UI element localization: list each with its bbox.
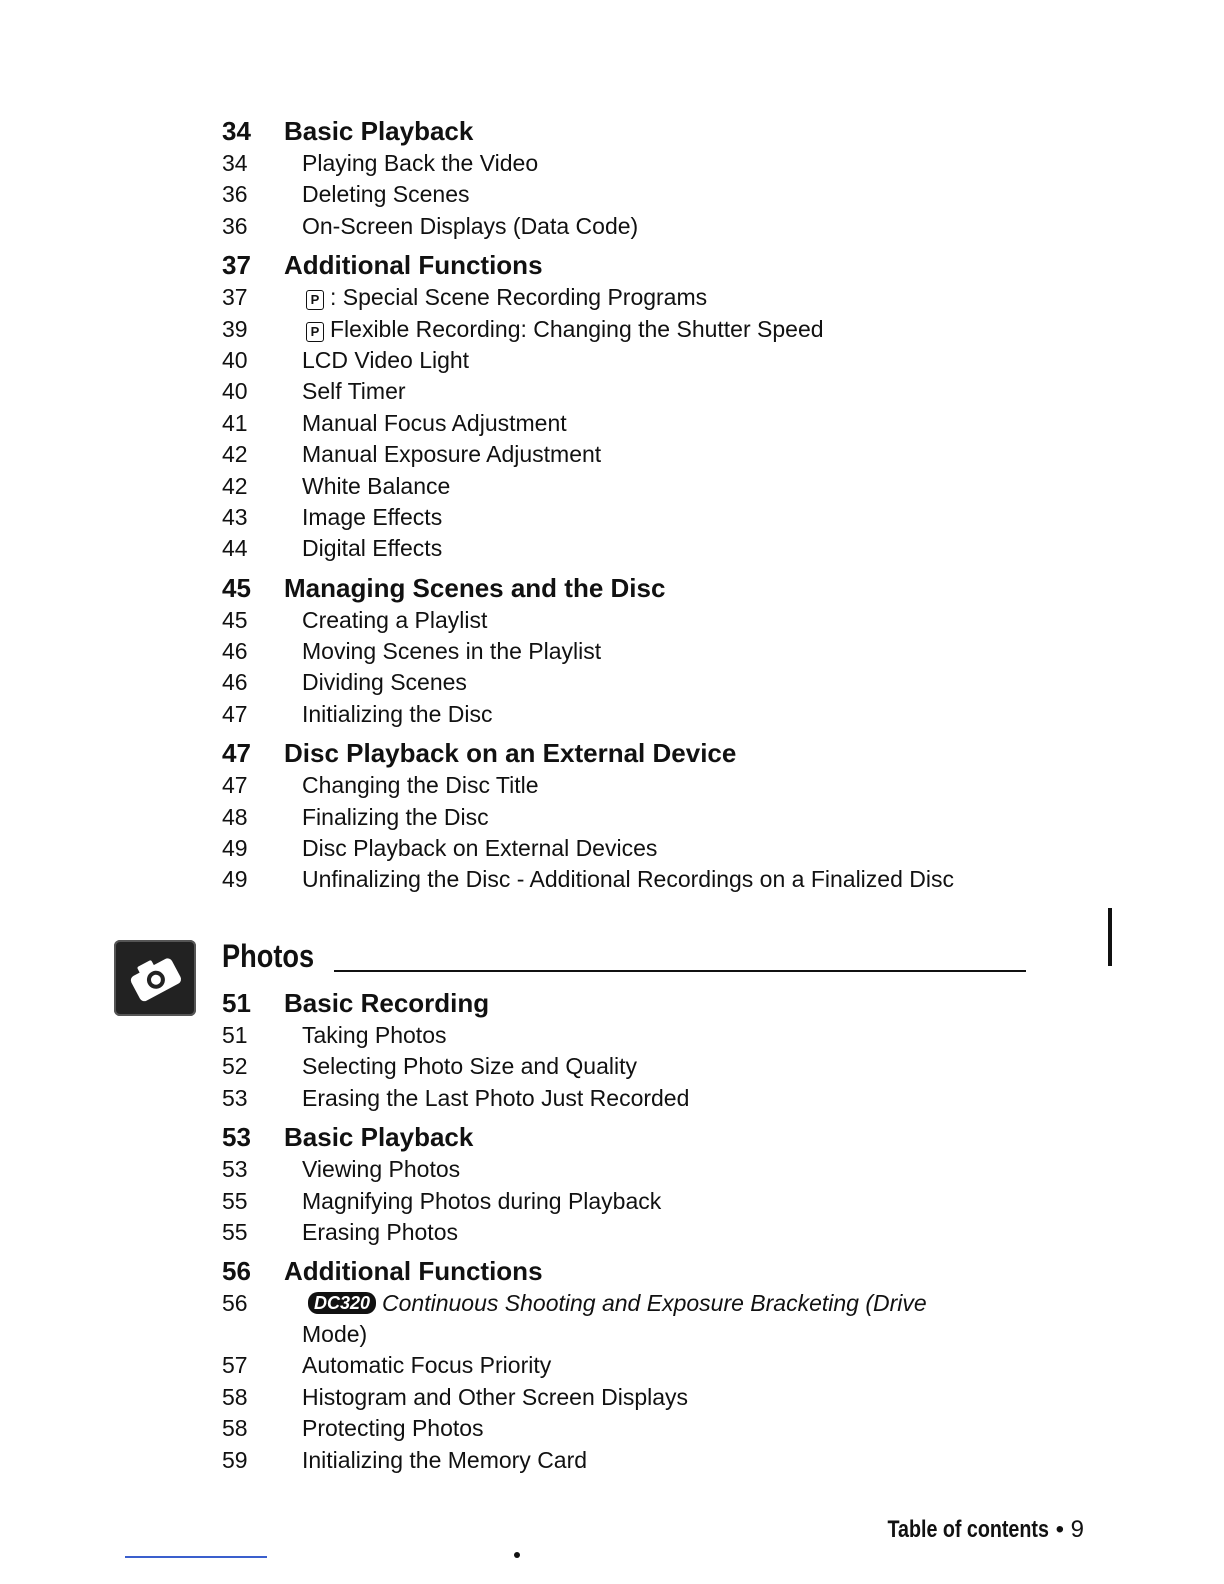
entry-page: 59: [222, 1446, 248, 1473]
entry-title: Automatic Focus Priority: [302, 1352, 552, 1379]
entry-title: Unfinalizing the Disc - Additional Recordings on a Finalized Disc: [302, 866, 954, 893]
entry-page: 44: [222, 535, 248, 562]
section-page: 53: [222, 1122, 251, 1153]
entry-title: : Special Scene Recording Programs: [330, 284, 708, 311]
entry-title-continued: Mode): [302, 1321, 368, 1348]
category-heading: [222, 936, 1026, 976]
section-page: 47: [222, 738, 251, 769]
entry-title: Erasing Photos: [302, 1218, 458, 1245]
entry-title: Histogram and Other Screen Displays: [302, 1383, 689, 1410]
entry-page: 52: [222, 1053, 248, 1080]
toc-photo-sections: [222, 980, 1042, 1476]
entry-page: 56: [222, 1290, 248, 1317]
entry-page: 53: [222, 1156, 248, 1183]
toc-entry[interactable]: [222, 282, 1042, 313]
entry-page: 53: [222, 1084, 248, 1111]
section-heading[interactable]: [222, 986, 1042, 1020]
section-heading[interactable]: [222, 114, 1042, 148]
entry-page: 40: [222, 378, 248, 405]
entry-page: 41: [222, 409, 248, 436]
section-title: Basic Recording: [284, 988, 490, 1018]
entry-page: 39: [222, 315, 248, 342]
entry-title: Dividing Scenes: [302, 669, 467, 696]
toc-entry[interactable]: [222, 471, 1042, 502]
toc-entry[interactable]: [222, 833, 1042, 864]
section-page: 34: [222, 116, 251, 146]
entry-page: 58: [222, 1415, 248, 1442]
toc-entry[interactable]: [222, 1350, 1042, 1381]
toc-entry[interactable]: [222, 605, 1042, 636]
entry-title: Creating a Playlist: [302, 606, 488, 633]
entry-page: 42: [222, 472, 248, 499]
toc-entry[interactable]: [222, 376, 1042, 407]
entry-title: Manual Exposure Adjustment: [302, 441, 602, 468]
section-heading[interactable]: [222, 736, 1042, 770]
section-title: Basic Playback: [284, 116, 474, 146]
entry-page: 45: [222, 606, 248, 633]
toc-entry[interactable]: [222, 502, 1042, 533]
entry-page: 34: [222, 150, 248, 176]
toc-entry[interactable]: [222, 1217, 1042, 1248]
entry-page: 46: [222, 669, 248, 696]
toc-entry[interactable]: [222, 533, 1042, 564]
entry-page: 55: [222, 1187, 248, 1214]
section-title: Additional Functions: [284, 1256, 543, 1287]
toc-entry[interactable]: [222, 802, 1042, 833]
toc-entry[interactable]: [222, 1020, 1042, 1051]
toc-entry[interactable]: [222, 148, 1042, 179]
section-heading[interactable]: [222, 248, 1042, 282]
entry-title: Initializing the Disc: [302, 700, 493, 727]
entry-title: Self Timer: [302, 378, 406, 405]
footer-bullet: •: [1055, 1516, 1064, 1543]
entry-title: On-Screen Displays (Data Code): [302, 212, 639, 239]
category-rule: [334, 970, 1026, 972]
toc-entry[interactable]: [222, 1051, 1042, 1082]
entry-title: Image Effects: [302, 503, 443, 530]
entry-title: Playing Back the Video: [302, 150, 539, 176]
toc-entry[interactable]: [222, 211, 1042, 242]
toc-entry[interactable]: [222, 699, 1042, 730]
margin-bar: [1108, 908, 1112, 966]
footer-page-number: 9: [1070, 1516, 1084, 1543]
entry-title: Initializing the Memory Card: [302, 1446, 588, 1473]
entry-page: 40: [222, 346, 248, 373]
entry-title: Protecting Photos: [302, 1415, 484, 1442]
section-title: Basic Playback: [284, 1122, 474, 1153]
section-page: 37: [222, 250, 251, 281]
entry-page: 48: [222, 803, 248, 830]
entry-page: 37: [222, 284, 248, 311]
entry-title: Selecting Photo Size and Quality: [302, 1053, 637, 1080]
toc-entry[interactable]: [222, 1186, 1042, 1217]
toc-entry[interactable]: [222, 1288, 1042, 1350]
toc-entry[interactable]: [222, 864, 1042, 895]
entry-title: Viewing Photos: [302, 1156, 461, 1183]
camera-icon-graphic: [114, 940, 196, 1016]
entry-page: 36: [222, 181, 248, 208]
toc-entry[interactable]: [222, 1445, 1042, 1476]
entry-page: 36: [222, 212, 248, 239]
toc-entry[interactable]: [222, 667, 1042, 698]
toc-entry[interactable]: [222, 1083, 1042, 1114]
section-page: 51: [222, 988, 251, 1018]
toc-entry[interactable]: [222, 1382, 1042, 1413]
entry-title: Magnifying Photos during Playback: [302, 1187, 662, 1214]
page-footer: [852, 1516, 1084, 1544]
toc-entry[interactable]: [222, 408, 1042, 439]
entry-page: 49: [222, 835, 248, 862]
entry-title: Continuous Shooting and Exposure Bracketing (Drive: [382, 1290, 927, 1317]
section-heading[interactable]: [222, 1254, 1042, 1288]
footer-label: Table of contents: [887, 1516, 1049, 1543]
section-page: 56: [222, 1256, 251, 1287]
entry-title: Moving Scenes in the Playlist: [302, 638, 602, 665]
toc-entry[interactable]: [222, 1154, 1042, 1185]
entry-title: Disc Playback on External Devices: [302, 835, 658, 862]
section-title: Additional Functions: [284, 250, 543, 281]
entry-title: White Balance: [302, 472, 451, 499]
toc-entry[interactable]: [222, 770, 1042, 801]
entry-title: Deleting Scenes: [302, 181, 470, 208]
section-title: Disc Playback on an External Device: [284, 738, 737, 769]
entry-page: 51: [222, 1022, 248, 1048]
entry-page: 49: [222, 866, 248, 893]
entry-title: Taking Photos: [302, 1022, 447, 1048]
entry-title: Finalizing the Disc: [302, 803, 489, 830]
toc-entry[interactable]: [222, 179, 1042, 210]
section-heading[interactable]: [222, 1120, 1042, 1154]
program-mode-icon: P: [306, 322, 324, 342]
section-page: 45: [222, 572, 251, 603]
entry-title: Changing the Disc Title: [302, 772, 539, 799]
section-heading[interactable]: [222, 571, 1042, 605]
model-badge: DC320: [308, 1292, 376, 1314]
entry-title: Erasing the Last Photo Just Recorded: [302, 1084, 690, 1111]
toc-entry[interactable]: [222, 439, 1042, 470]
camera-icon: [114, 940, 196, 1016]
section-title: Managing Scenes and the Disc: [284, 572, 666, 603]
toc-video-sections: [222, 108, 1042, 896]
entry-title: Digital Effects: [302, 535, 443, 562]
entry-page: 47: [222, 772, 248, 799]
category-title: Photos: [222, 938, 315, 974]
toc-entry[interactable]: [222, 636, 1042, 667]
entry-page: 42: [222, 441, 248, 468]
entry-page: 57: [222, 1352, 248, 1379]
entry-page: 43: [222, 503, 248, 530]
entry-page: 55: [222, 1218, 248, 1245]
program-mode-icon: P: [306, 290, 324, 310]
scan-mark-line: [125, 1556, 267, 1558]
entry-title: LCD Video Light: [302, 346, 470, 373]
toc-entry[interactable]: [222, 1413, 1042, 1444]
entry-page: 46: [222, 638, 248, 665]
entry-page: 58: [222, 1383, 248, 1410]
toc-entry[interactable]: [222, 345, 1042, 376]
entry-title: Flexible Recording: Changing the Shutter Speed: [330, 315, 824, 342]
entry-page: 47: [222, 700, 248, 727]
toc-entry[interactable]: [222, 314, 1042, 345]
scan-mark-dot: [514, 1552, 520, 1558]
entry-title: Manual Focus Adjustment: [302, 409, 567, 436]
